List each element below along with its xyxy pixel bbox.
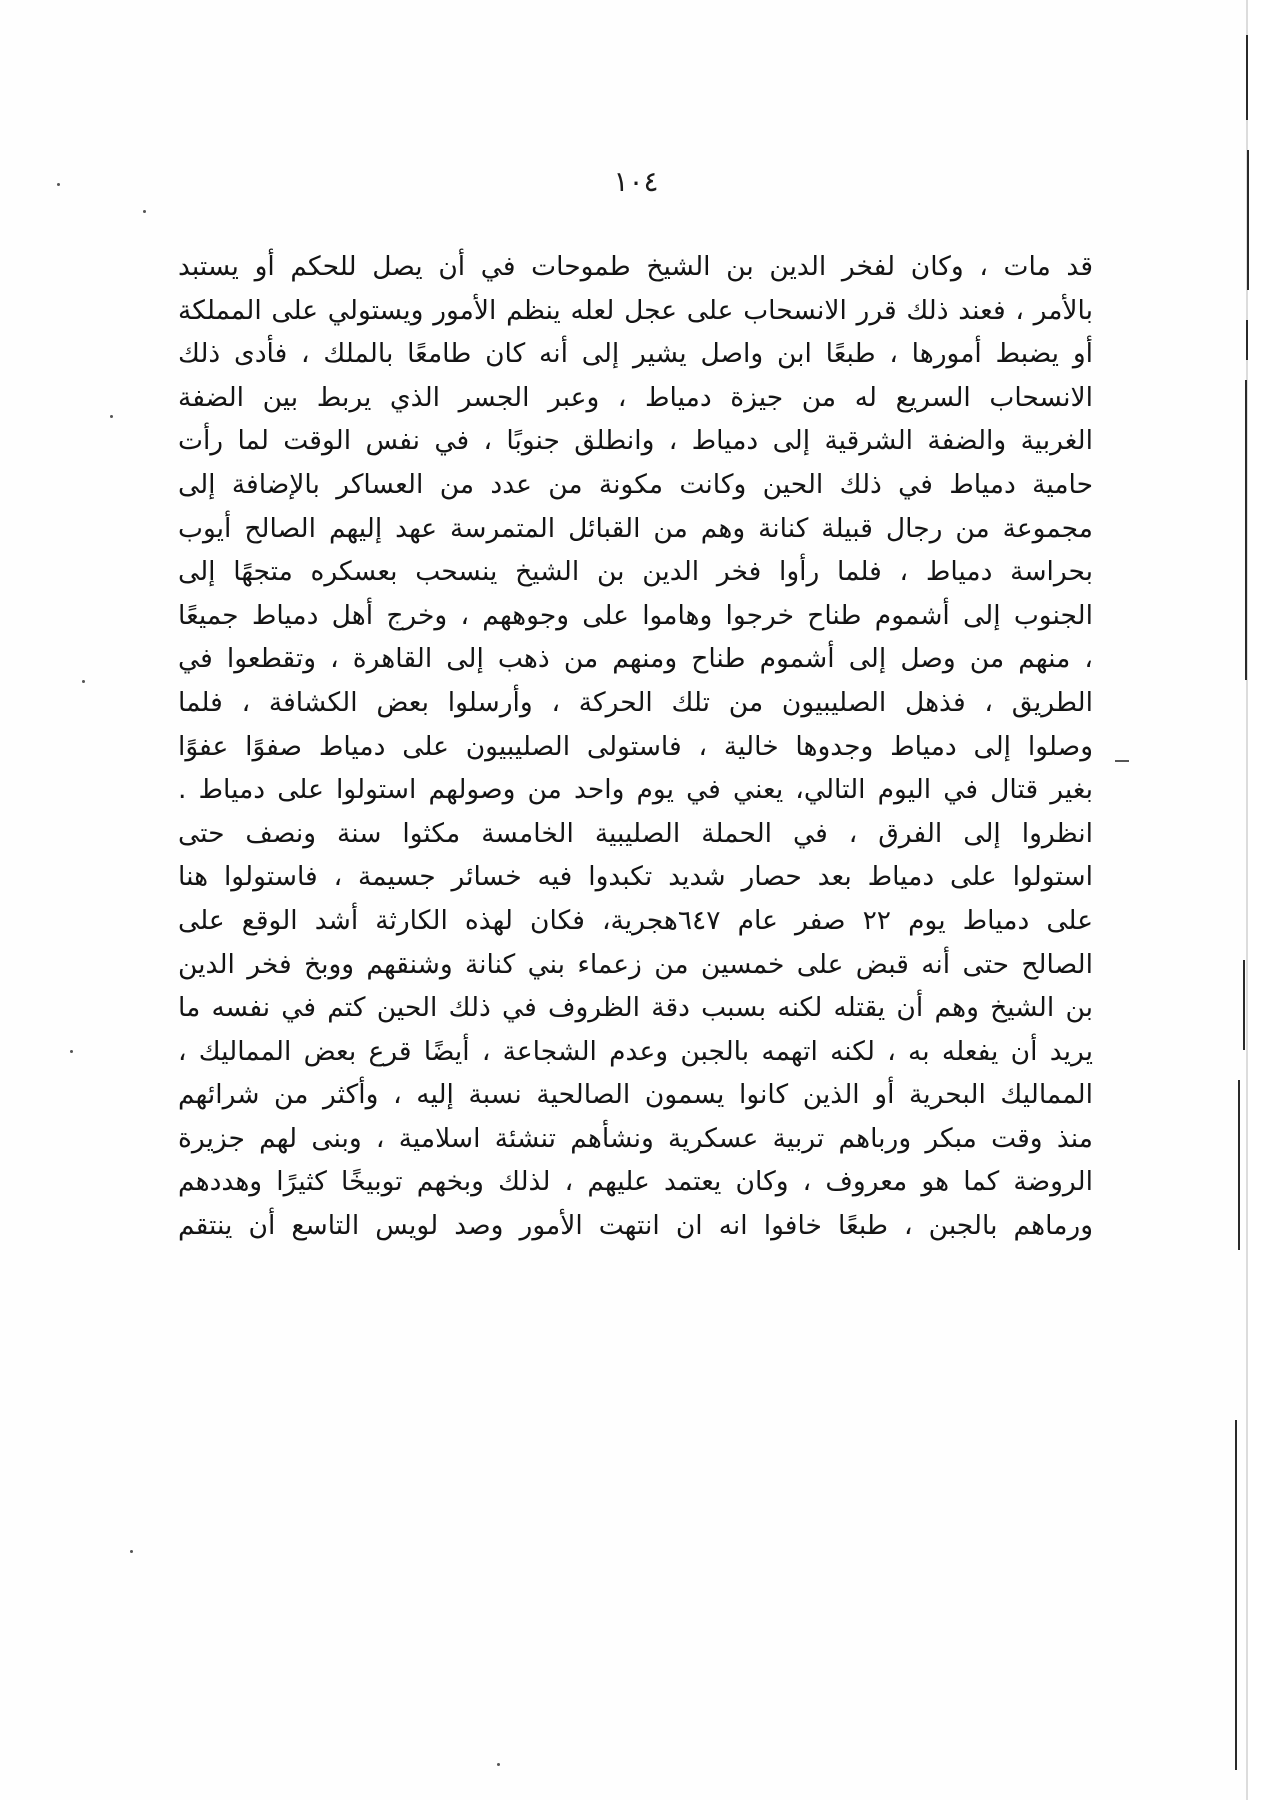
scan-edge xyxy=(1246,0,1272,1800)
scan-speck xyxy=(82,680,85,683)
scan-speck xyxy=(143,210,146,213)
text-line: المماليك البحرية أو الذين كانوا يسمون الصالحية نسبة إليه ، وأكثر من شرائهم xyxy=(178,1079,1093,1111)
text-line: بحراسة دمياط ، فلما رأوا فخر الدين بن الشيخ ينسحب بعسكره متجهًا إلى xyxy=(178,556,1093,588)
scan-binding-mark xyxy=(1246,320,1248,360)
scan-speck xyxy=(70,1050,73,1053)
scan-binding-mark xyxy=(1243,960,1245,1050)
text-line: بن الشيخ وهم أن يقتله لكنه بسبب دقة الظروف في ذلك الحين كتم في نفسه ما xyxy=(178,992,1093,1024)
text-line: الجنوب إلى أشموم طناح خرجوا وهاموا على وجوههم ، وخرج أهل دمياط جميعًا xyxy=(178,599,1093,631)
text-line: منذ وقت مبكر ورباهم تربية عسكرية ونشأهم تنشئة اسلامية ، وبنى لهم جزيرة xyxy=(178,1122,1093,1154)
text-line: ، منهم من وصل إلى أشموم طناح ومنهم من ذهب إلى القاهرة ، وتقطعوا في xyxy=(178,643,1093,675)
scan-binding-mark xyxy=(1247,150,1249,290)
text-line: الطريق ، فذهل الصليبيون من تلك الحركة ، وأرسلوا بعض الكشافة ، فلما xyxy=(178,686,1093,718)
text-line: انظروا إلى الفرق ، في الحملة الصليبية الخامسة مكثوا سنة ونصف حتى xyxy=(178,817,1093,849)
scan-speck xyxy=(130,1550,133,1553)
text-line: الصالح حتى أنه قبض على خمسين من زعماء بني كنانة وشنقهم ووبخ فخر الدين xyxy=(178,948,1093,980)
text-line: وصلوا إلى دمياط وجدوها خالية ، فاستولى الصليبيون على دمياط صفوًا عفوًا xyxy=(178,730,1093,762)
scan-binding-mark xyxy=(1245,380,1247,680)
text-line: مجموعة من رجال قبيلة كنانة وهم من القبائل المتمرسة عهد إليهم الصالح أيوب xyxy=(178,512,1093,544)
scan-speck xyxy=(497,1763,500,1766)
scan-speck xyxy=(57,183,60,186)
text-line: قد مات ، وكان لفخر الدين بن الشيخ طموحات في أن يصل للحكم أو يستبد xyxy=(178,251,1093,282)
scan-binding-mark xyxy=(1246,35,1248,120)
text-line: استولوا على دمياط بعد حصار شديد تكبدوا فيه خسائر جسيمة ، فاستولوا هنا xyxy=(178,861,1093,893)
text-line: الانسحاب السريع له من جيزة دمياط ، وعبر الجسر الذي يربط بين الضفة xyxy=(178,381,1093,413)
scan-speck xyxy=(110,415,113,418)
text-line: الغربية والضفة الشرقية إلى دمياط ، وانطلق جنوبًا ، في نفس الوقت لما رأت xyxy=(178,425,1093,457)
text-line: حامية دمياط في ذلك الحين وكانت مكونة من عدد من العساكر بالإضافة إلى xyxy=(178,468,1093,500)
text-line: بغير قتال في اليوم التالي، يعني في يوم واحد من وصولهم استولوا على دمياط . xyxy=(178,774,1093,806)
scan-speck xyxy=(1115,760,1129,762)
scan-binding-mark xyxy=(1235,1420,1237,1770)
text-line: بالأمر ، فعند ذلك قرر الانسحاب على عجل لعله ينظم الأمور ويستولي على المملكة xyxy=(178,294,1093,326)
text-line: يريد أن يفعله به ، لكنه اتهمه بالجبن وعدم الشجاعة ، أيضًا قرع بعض المماليك ، xyxy=(178,1035,1093,1067)
page-number: ١٠٤ xyxy=(613,165,659,198)
scan-binding-mark xyxy=(1238,1080,1240,1250)
text-line: ورماهم بالجبن ، طبعًا خافوا انه ان انتهت الأمور وصد لويس التاسع أن ينتقم xyxy=(178,1210,1093,1242)
body-text xyxy=(178,245,1093,1248)
text-line: الروضة كما هو معروف ، وكان يعتمد عليهم ، لذلك وبخهم توبيخًا كثيرًا وهددهم xyxy=(178,1166,1093,1198)
text-line: أو يضبط أمورها ، طبعًا ابن واصل يشير إلى أنه كان طامعًا بالملك ، فأدى ذلك xyxy=(178,338,1093,370)
text-line: على دمياط يوم ٢٢ صفر عام ٦٤٧هجرية، فكان لهذه الكارثة أشد الوقع على xyxy=(178,904,1094,936)
